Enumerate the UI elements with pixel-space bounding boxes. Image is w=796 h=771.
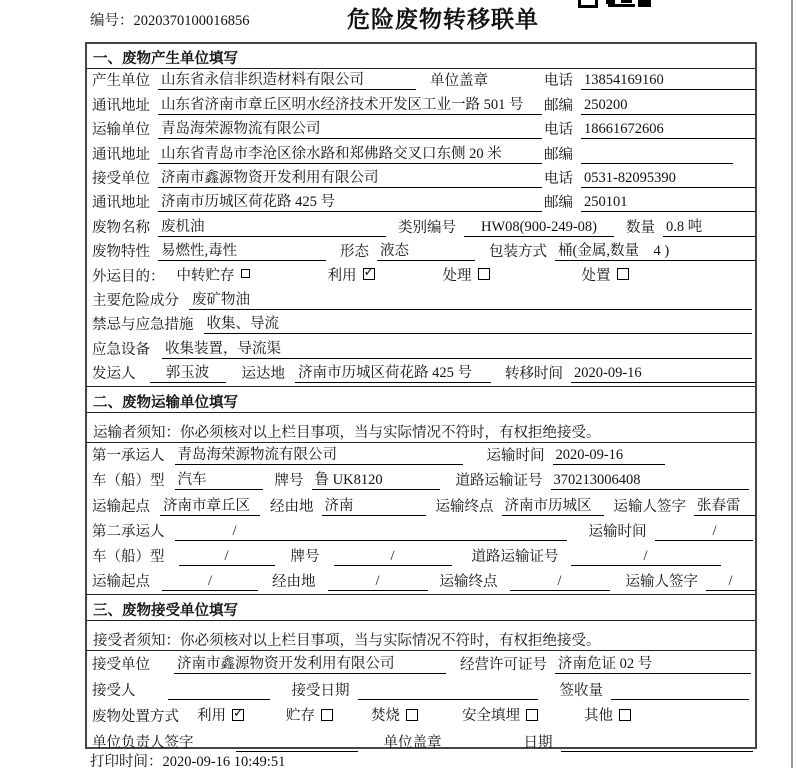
- disposal-storage-checkbox: [321, 709, 333, 721]
- emergency-measures-label: 禁忌与应急措施: [92, 317, 194, 334]
- doc-number-label: 编号：: [90, 13, 134, 29]
- receiving-unit-label: 接受单位: [92, 657, 150, 674]
- qr-block: [578, 0, 598, 8]
- producer-address-row: [87, 93, 755, 117]
- date-label: 日期: [523, 735, 553, 752]
- disposal-landfill-label: 安全填埋: [462, 708, 520, 725]
- disposal-landfill: [462, 704, 538, 725]
- first-carrier-value: 青岛海荣源物流有限公司: [175, 443, 463, 465]
- form-title: 危险废物转移联单: [347, 6, 539, 32]
- disposal-use-label: 利用: [197, 708, 226, 725]
- qr-block: [638, 0, 651, 7]
- transporter-unit-label: 运输单位: [92, 122, 150, 139]
- doc-number-value: 2020370100016856: [133, 13, 250, 29]
- purpose-treat-checkbox: [478, 268, 490, 280]
- receive-date-label: 接受日期: [291, 683, 350, 700]
- route-via-2-value: /: [328, 573, 428, 591]
- disposal-storage: [286, 704, 333, 725]
- transporter-phone-value: 18661672606: [581, 121, 755, 139]
- vehicle-type-row-1: [87, 468, 755, 493]
- receiver-person-label: 接受人: [92, 683, 136, 700]
- carrier-signature-value: 张春雷: [694, 494, 755, 516]
- waste-property-row: [87, 240, 755, 264]
- transfer-time-underline-extension: [645, 382, 755, 383]
- disposal-incineration-checkbox: [406, 709, 418, 721]
- address-label: 通讯地址: [92, 195, 150, 212]
- road-permit-2-value: /: [571, 548, 721, 566]
- postcode-label: 邮编: [544, 146, 573, 163]
- purpose-transit-storage-checkbox: [241, 269, 250, 278]
- vehicle-type-value: 汽车: [175, 468, 263, 490]
- disposal-landfill-checkbox: [526, 709, 538, 721]
- road-permit-label: 道路运输证号: [471, 549, 559, 566]
- signed-quantity-label: 签收量: [559, 683, 603, 700]
- disposal-incineration: [371, 704, 418, 725]
- plate-number-label: 牌号: [274, 473, 304, 490]
- phone-label: 电话: [544, 73, 573, 90]
- unit-seal-label: 单位盖章: [430, 73, 488, 90]
- route-via-label: 经由地: [272, 574, 316, 591]
- disposal-use: [197, 704, 244, 725]
- receiving-unit-value: 济南市鑫源物资开发利用有限公司: [174, 652, 446, 674]
- plate-number-label: 牌号: [290, 549, 320, 566]
- category-code-value: HW08(900-249-08): [464, 219, 614, 237]
- receiver-person-value: [168, 699, 270, 700]
- business-license-label: 经营许可证号: [460, 657, 547, 674]
- first-carrier-row: [87, 443, 755, 468]
- business-license-value: 济南危证 02 号: [555, 652, 751, 674]
- producer-address-value: 山东省济南市章丘区明水经济技术开发区工业一路 501 号: [158, 93, 542, 114]
- transport-time-label: 运输时间: [588, 523, 647, 540]
- emergency-equipment-row: [87, 337, 755, 361]
- postcode-label: 邮编: [544, 195, 573, 212]
- address-label: 通讯地址: [92, 146, 150, 163]
- road-permit-value: 370213006408: [551, 472, 749, 490]
- transporter-unit-row: [87, 118, 755, 142]
- purpose-dispose-label: 处置: [581, 267, 611, 284]
- purpose-treat-label: 处理: [442, 267, 472, 284]
- receiver-address-row: [87, 191, 755, 215]
- section-2-header: 二、废物运输单位填写: [87, 386, 755, 413]
- route-via-label: 经由地: [270, 498, 314, 515]
- address-label: 通讯地址: [92, 97, 150, 114]
- transporter-address-row: [87, 142, 755, 166]
- receiver-unit-label: 接受单位: [92, 170, 150, 187]
- receiver-unit-row: [87, 167, 755, 191]
- route-start-label: 运输起点: [92, 498, 150, 515]
- receiving-unit-row: [87, 651, 755, 677]
- route-start-2-value: /: [162, 573, 258, 591]
- route-end-label: 运输终点: [435, 498, 494, 515]
- transfer-form-table: [85, 42, 757, 752]
- qr-block: [608, 4, 635, 7]
- carrier-signature-label: 运输人签字: [625, 574, 698, 591]
- transporter-address-value: 山东省青岛市李沧区徐水路和郑佛路交叉口东侧 20 米: [158, 142, 542, 163]
- emergency-measures-row: [87, 313, 755, 337]
- second-carrier-row: [87, 519, 755, 544]
- transfer-time-value: 2020-09-16: [571, 365, 645, 383]
- producer-unit-row: [87, 69, 755, 93]
- form-state-value: 液态: [377, 240, 475, 261]
- transporter-unit-value: 青岛海荣源物流有限公司: [158, 118, 542, 139]
- route-end-value: 济南市历城区: [502, 494, 604, 516]
- disposal-other-label: 其他: [584, 708, 613, 725]
- form-state-label: 形态: [340, 244, 369, 261]
- section-1-header: 一、废物产生单位填写: [87, 44, 755, 69]
- purpose-treat: [443, 264, 490, 284]
- producer-unit-label: 产生单位: [92, 73, 150, 90]
- phone-label: 电话: [544, 122, 573, 139]
- consignor-row: [87, 362, 755, 386]
- vehicle-type-label: 车（船）型: [92, 473, 165, 490]
- first-carrier-label: 第一承运人: [92, 448, 165, 465]
- print-time-label: 打印时间：: [90, 754, 163, 770]
- second-carrier-value: /: [175, 523, 567, 541]
- disposal-incineration-label: 焚烧: [371, 708, 400, 725]
- producer-postcode-value: 250200: [581, 97, 755, 115]
- receiver-address-value: 济南市历城区荷花路 425 号: [158, 191, 542, 212]
- waste-property-label: 废物特性: [92, 244, 150, 261]
- transfer-time-label: 转移时间: [505, 366, 563, 383]
- packaging-value: 桶(金属,数量 4 ): [555, 240, 755, 261]
- route-start-label: 运输起点: [92, 574, 150, 591]
- emergency-equipment-label: 应急设备: [92, 341, 150, 358]
- vehicle-type-label: 车（船）型: [92, 549, 165, 566]
- hazard-component-row: [87, 289, 755, 313]
- disposal-method-label: 废物处置方式: [92, 709, 179, 726]
- plate-number-2-value: /: [334, 548, 452, 566]
- receive-date-value: [358, 699, 538, 700]
- print-time-value: 2020-09-16 10:49:51: [162, 754, 286, 770]
- purpose-use-label: 利用: [327, 267, 357, 284]
- disposal-use-checkbox: [232, 709, 244, 721]
- destination-label: 运达地: [241, 366, 285, 383]
- destination-value: 济南市历城区荷花路 425 号: [295, 362, 491, 383]
- quantity-value: 0.8 吨: [663, 215, 755, 236]
- transport-time-label: 运输时间: [486, 448, 545, 465]
- waste-name-label: 废物名称: [92, 219, 150, 236]
- signed-quantity-value: [611, 699, 749, 700]
- hazard-component-label: 主要危险成分: [92, 292, 179, 309]
- carrier-signature-label: 运输人签字: [613, 498, 686, 515]
- transfer-purpose-label: 外运目的：: [92, 268, 165, 285]
- transporter-notice: 运输者须知：你必须核对以上栏目事项，当与实际情况不符时，有权拒绝接受。: [87, 413, 755, 443]
- page-edge-line: [791, 0, 793, 768]
- responsible-signature-label: 单位负责人签字: [92, 735, 194, 752]
- second-carrier-label: 第二承运人: [92, 523, 165, 540]
- date-value: [561, 751, 754, 752]
- hazard-component-value: 废矿物油: [189, 289, 752, 310]
- qr-code-fragment: [578, 0, 652, 8]
- purpose-dispose-checkbox: [617, 268, 629, 280]
- route-end-label: 运输终点: [439, 574, 498, 591]
- transport-time-value: 2020-09-16: [553, 447, 665, 465]
- carrier-signature-2-value: /: [706, 573, 755, 591]
- waste-name-row: [87, 215, 755, 239]
- purpose-use: [328, 264, 375, 284]
- phone-label: 电话: [544, 170, 573, 187]
- receiver-person-row: [87, 677, 755, 703]
- transporter-postcode-value: [581, 163, 733, 164]
- section-3-header: 三、废物接受单位填写: [87, 594, 755, 621]
- emergency-measures-value: 收集、导流: [204, 313, 753, 334]
- quantity-label: 数量: [626, 219, 655, 236]
- road-permit-label: 道路运输证号: [455, 473, 543, 490]
- consignor-value: 郭玉波: [150, 362, 226, 383]
- vehicle-type-row-2: [87, 544, 755, 569]
- plate-number-value: 鲁 UK8120: [312, 468, 440, 490]
- receiver-postcode-value: 250101: [581, 194, 755, 212]
- disposal-method-row: [87, 703, 755, 729]
- disposal-other: [584, 704, 631, 725]
- waste-property-value: 易燃性,毒性: [158, 240, 326, 261]
- route-start-value: 济南市章丘区: [160, 494, 260, 516]
- unit-seal-label: 单位盖章: [383, 735, 442, 752]
- vehicle-type-2-value: /: [179, 548, 275, 566]
- purpose-dispose: [582, 264, 629, 284]
- disposal-other-checkbox: [619, 709, 631, 721]
- purpose-transit-storage: [177, 264, 250, 284]
- route-row-2: [87, 569, 755, 594]
- packaging-label: 包装方式: [489, 244, 547, 261]
- transport-time-2-value: /: [655, 523, 754, 541]
- receiver-unit-value: 济南市鑫源物资开发利用有限公司: [158, 167, 542, 188]
- transfer-purpose-row: [87, 264, 755, 288]
- purpose-transit-storage-label: 中转贮存: [176, 267, 235, 284]
- postcode-label: 邮编: [544, 97, 573, 114]
- waste-name-value: 废机油: [158, 215, 386, 236]
- qr-block: [621, 0, 632, 3]
- route-row-1: [87, 493, 755, 518]
- producer-phone-value: 13854169160: [581, 72, 755, 90]
- route-end-2-value: /: [510, 573, 610, 591]
- category-code-label: 类别编号: [398, 219, 456, 236]
- route-via-value: 济南: [322, 494, 426, 516]
- disposal-storage-label: 贮存: [286, 708, 315, 725]
- emergency-equipment-value: 收集装置，导流渠: [162, 337, 752, 358]
- receiver-phone-value: 0531-82095390: [581, 170, 755, 188]
- purpose-use-checkbox: [363, 268, 375, 280]
- consignor-label: 发运人: [92, 366, 136, 383]
- producer-unit-value: 山东省永信非织造材料有限公司: [158, 69, 416, 90]
- receiver-notice: 接受者须知：你必须核对以上栏目事项，当与实际情况不符时，有权拒绝接受。: [87, 621, 755, 651]
